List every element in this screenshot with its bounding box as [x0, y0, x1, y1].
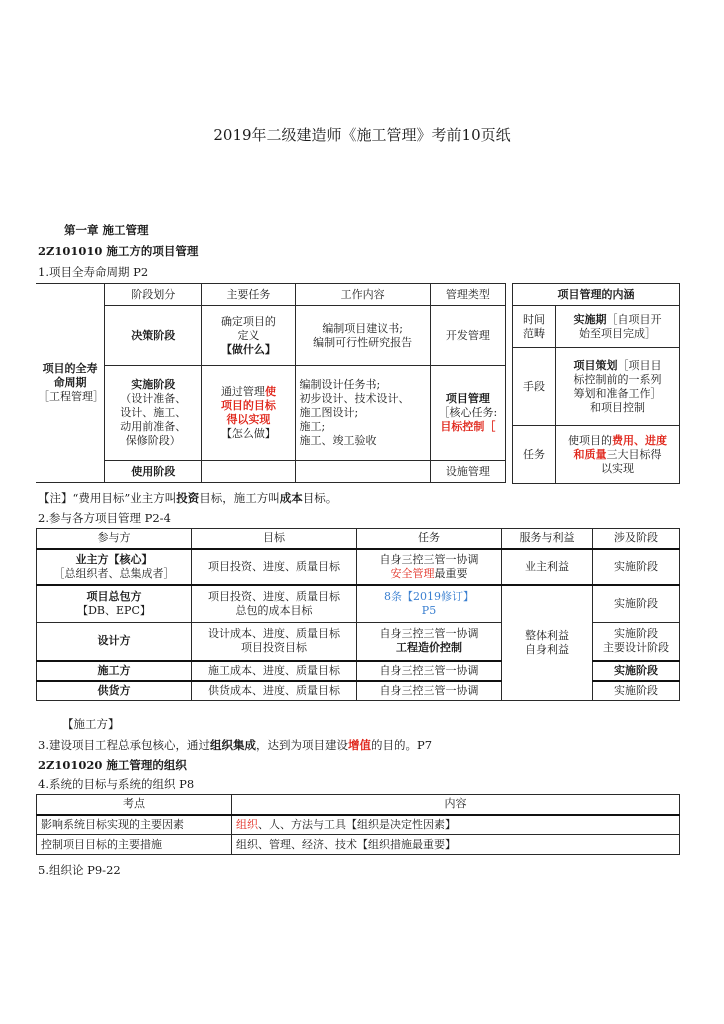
design-stage: 实施阶段 主要设计阶段 — [593, 623, 680, 661]
party-header-0: 参与方 — [37, 529, 192, 549]
use-type: 设施管理 — [430, 461, 505, 483]
connotation-content-means: 项目策划［项目目 标控制前的一系列 筹划和准备工作］ 和项目控制 — [556, 348, 680, 426]
use-work — [295, 461, 430, 483]
gc-name: 项目总包方 【DB、EPC】 — [37, 585, 192, 623]
party-benefit: 整体利益 自身利益 — [502, 585, 593, 701]
owner-task: 自身三控三管一协调 安全管理最重要 — [357, 549, 502, 585]
party-header-3: 服务与利益 — [502, 529, 593, 549]
decision-work: 编制项目建议书; 编制可行性研究报告 — [295, 306, 430, 366]
party-table — [36, 528, 680, 701]
supplier-task: 自身三控三管一协调 — [357, 681, 502, 701]
section-heading-2: 2Z101020 施工管理的组织 — [38, 758, 187, 772]
decision-type: 开发管理 — [430, 306, 505, 366]
item-3: 3.建设项目工程总承包核心，通过组织集成，达到为项目建设增值的目的。P7 — [38, 738, 433, 752]
gc-goal: 项目投资、进度、质量目标 总包的成本目标 — [192, 585, 357, 623]
section-heading-1: 2Z101010 施工方的项目管理 — [38, 244, 199, 258]
owner-goal: 项目投资、进度、质量目标 — [192, 549, 357, 585]
item-5: 5.组织论 P9-22 — [38, 863, 121, 877]
use-stage: 使用阶段 — [105, 461, 202, 483]
org-point-2: 控制项目目标的主要措施 — [37, 835, 232, 855]
design-name: 设计方 — [37, 623, 192, 661]
header-task: 主要任务 — [202, 284, 295, 306]
implement-stage: 实施阶段 （设计准备、 设计、施工、 动用前准备、 保修阶段） — [105, 366, 202, 461]
connotation-table — [512, 283, 680, 484]
item-1: 1.项目全寿命周期 P2 — [38, 265, 149, 279]
decision-task: 确定项目的 定义 【做什么】 — [202, 306, 295, 366]
implement-work: 编制设计任务书; 初步设计、技术设计、 施工图设计; 施工; 施工、竣工验收 — [295, 366, 430, 461]
lifecycle-table — [36, 283, 506, 483]
note-1: 【注】“费用目标”业主方叫投资目标，施工方叫成本目标。 — [38, 491, 338, 505]
item-4: 4.系统的目标与系统的组织 P8 — [38, 777, 195, 791]
header-stage: 阶段划分 — [105, 284, 202, 306]
org-content-1: 组织、人、方法与工具【组织是决定性因素】 — [232, 815, 680, 835]
connotation-content-task: 使项目的费用、进度 和质量三大目标得 以实现 — [556, 426, 680, 484]
connotation-content-time: 实施期［自项目开 始至项目完成］ — [556, 306, 680, 348]
org-content-2: 组织、管理、经济、技术【组织措施最重要】 — [232, 835, 680, 855]
org-point-1: 影响系统目标实现的主要因素 — [37, 815, 232, 835]
implement-type: 项目管理 ［核心任务: 目标控制［ — [430, 366, 505, 461]
party-header-1: 目标 — [192, 529, 357, 549]
implement-task: 通过管理使 项目的目标 得以实现 【怎么做】 — [202, 366, 295, 461]
design-goal: 设计成本、进度、质量目标 项目投资目标 — [192, 623, 357, 661]
item-2: 2.参与各方项目管理 P2-4 — [38, 511, 171, 525]
header-type: 管理类型 — [430, 284, 505, 306]
lifecycle-label: 项目的全寿 命周期 ［工程管理］ — [38, 362, 104, 403]
party-header-4: 涉及阶段 — [593, 529, 680, 549]
header-work: 工作内容 — [295, 284, 430, 306]
org-table — [36, 794, 680, 855]
supplier-goal: 供货成本、进度、质量目标 — [192, 681, 357, 701]
supplier-stage: 实施阶段 — [593, 681, 680, 701]
party-header-2: 任务 — [357, 529, 502, 549]
connotation-header: 项目管理的内涵 — [513, 284, 680, 306]
design-task: 自身三控三管一协调 工程造价控制 — [357, 623, 502, 661]
connotation-label-task: 任务 — [513, 426, 556, 484]
chapter-heading: 第一章 施工管理 — [64, 223, 149, 237]
construction-stage: 实施阶段 — [593, 661, 680, 681]
use-task — [202, 461, 295, 483]
org-header-point: 考点 — [37, 795, 232, 815]
gc-stage: 实施阶段 — [593, 585, 680, 623]
owner-name: 业主方【核心】 ［总组织者、总集成者］ — [37, 549, 192, 585]
owner-benefit: 业主利益 — [502, 549, 593, 585]
connotation-label-means: 手段 — [513, 348, 556, 426]
construction-name: 施工方 — [37, 661, 192, 681]
supplier-name: 供货方 — [37, 681, 192, 701]
page-title: 2019年二级建造师《施工管理》考前10页纸 — [213, 126, 511, 144]
gc-task: 8条【2019修订】 P5 — [357, 585, 502, 623]
decision-stage: 决策阶段 — [105, 306, 202, 366]
owner-stage: 实施阶段 — [593, 549, 680, 585]
org-header-content: 内容 — [232, 795, 680, 815]
note-2: 【施工方】 — [62, 717, 120, 731]
construction-goal: 施工成本、进度、质量目标 — [192, 661, 357, 681]
construction-task: 自身三控三管一协调 — [357, 661, 502, 681]
connotation-label-time: 时间 范畴 — [513, 306, 556, 348]
